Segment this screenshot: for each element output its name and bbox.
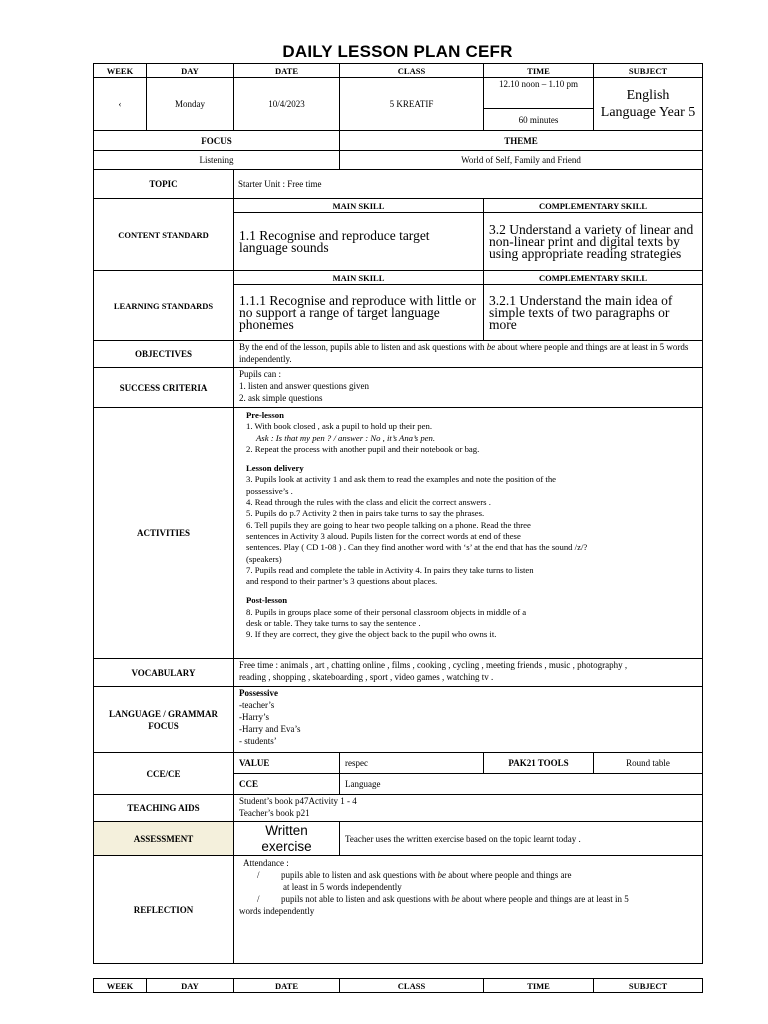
- main-skill-header: MAIN SKILL: [234, 199, 484, 213]
- complementary-skill-header: COMPLEMENTARY SKILL: [484, 199, 703, 213]
- bottom-header-row: [94, 979, 703, 993]
- assessment-label: ASSESSMENT: [94, 822, 234, 856]
- lesson-plan-table: [93, 63, 703, 964]
- content-standard-label: CONTENT STANDARD: [94, 199, 234, 271]
- bottom-header-table: [93, 978, 703, 993]
- vocabulary-line: Free time : animals , art , chatting online , films , cooking , cycling , meeting friends , music , photography ,: [239, 660, 628, 670]
- focus-label: FOCUS: [94, 131, 340, 151]
- header-week: WEEK: [94, 64, 147, 78]
- activity-ask: Ask : Is that my pen ? / answer : No , it’s Ana’s pen.: [256, 432, 436, 443]
- activity-step: 5. Pupils do p.7 Activity 2 then in pairs take turns to say the phrases.: [246, 508, 485, 519]
- bottom-header-time: TIME: [484, 979, 594, 993]
- activity-step: 9. If they are correct, they give the object back to the pupil who owns it.: [246, 629, 497, 640]
- reflection-label: REFLECTION: [94, 856, 234, 964]
- header-time: TIME: [484, 64, 594, 78]
- content-standard-complementary: 3.2 Understand a variety of linear and non-linear print and digital texts by using appropriate reading strategies: [484, 213, 703, 271]
- cce-value: Language: [340, 774, 703, 795]
- reflection-text: about where people and things are at least in 5: [459, 894, 629, 904]
- content-standard-main: 1.1 Recognise and reproduce target language sounds: [234, 213, 484, 271]
- teaching-aids-label: TEACHING AIDS: [94, 795, 234, 822]
- vocabulary-line: reading , shopping , skateboarding , sport , video games , watching tv .: [239, 672, 494, 682]
- cce-label: CCE: [234, 774, 340, 795]
- value-label: VALUE: [234, 753, 340, 774]
- activity-step: sentences. Play ( CD 1-08 ) . Can they find another word with ‘s’ at the end that has the sound /z/?: [246, 542, 588, 553]
- activity-step: 2. Repeat the process with another pupil and their notebook or bag.: [246, 443, 480, 454]
- pak21-label: PAK21 TOOLS: [484, 753, 594, 774]
- bottom-header-day: DAY: [147, 979, 234, 993]
- vocabulary-content: [234, 659, 703, 687]
- reflection-text: about where people and things are: [446, 870, 572, 880]
- info-date: 10/4/2023: [234, 78, 340, 131]
- bottom-header-week: WEEK: [94, 979, 147, 993]
- objectives-text: [234, 341, 703, 368]
- reflection-text: pupils not able to listen and ask questions with: [281, 894, 452, 904]
- pre-lesson-heading: Pre-lesson: [246, 410, 284, 420]
- main-skill-header-2: MAIN SKILL: [234, 271, 484, 285]
- teaching-aid-item: Student’s book p47Activity 1 - 4: [239, 796, 357, 806]
- reflection-mark-1: /: [257, 870, 260, 880]
- complementary-skill-header-2: COMPLEMENTARY SKILL: [484, 271, 703, 285]
- activity-step: 3. Pupils look at activity 1 and ask them to read the examples and note the position of the: [246, 474, 557, 485]
- reflection-text: at least in 5 words independently: [283, 882, 402, 892]
- reflection-text: pupils able to listen and ask questions with: [281, 870, 438, 880]
- reflection-line-2: [239, 893, 697, 905]
- info-subject: English Language Year 5: [594, 78, 703, 131]
- activity-step: 6. Tell pupils they are going to hear two people talking on a phone. Read the three: [246, 519, 531, 530]
- cce-ce-label: CCE/CE: [94, 753, 234, 795]
- learning-standards-label: LEARNING STANDARDS: [94, 271, 234, 341]
- topic-value: Starter Unit : Free time: [234, 170, 703, 199]
- objectives-emphasis: be: [486, 342, 496, 352]
- bottom-header-date: DATE: [234, 979, 340, 993]
- info-day: Monday: [147, 78, 234, 131]
- success-criteria-content: [234, 368, 703, 408]
- learning-standards-complementary: 3.2.1 Understand the main idea of simple texts of two paragraphs or more: [484, 285, 703, 341]
- value-value: respec: [340, 753, 484, 774]
- reflection-attendance: Attendance :: [243, 858, 289, 868]
- objectives-label: OBJECTIVES: [94, 341, 234, 368]
- header-date: DATE: [234, 64, 340, 78]
- theme-value: World of Self, Family and Friend: [340, 151, 703, 170]
- objectives-text-part2: about where people and things are at least in 5 words independently.: [239, 342, 689, 364]
- success-criteria-item: 1. listen and answer questions given: [239, 381, 369, 391]
- activity-step: 4. Read through the rules with the class and elicit the correct answers .: [246, 497, 491, 508]
- vocabulary-label: VOCABULARY: [94, 659, 234, 687]
- activity-step: sentences in Activity 3 aloud. Pupils listen for the correct words at end of these: [246, 530, 521, 541]
- reflection-text: words independently: [239, 906, 315, 916]
- activity-step: possessive’s .: [246, 485, 293, 496]
- teaching-aids-content: [234, 795, 703, 822]
- activity-step: 1. With book closed , ask a pupil to hold up their pen.: [246, 421, 433, 432]
- lesson-delivery-heading: Lesson delivery: [246, 463, 304, 474]
- page-title: DAILY LESSON PLAN CEFR: [282, 42, 513, 61]
- header-subject: SUBJECT: [594, 64, 703, 78]
- info-class: 5 KREATIF: [340, 78, 484, 131]
- activity-step: 8. Pupils in groups place some of their personal classroom objects in middle of a: [246, 606, 527, 617]
- reflection-content: [234, 856, 703, 964]
- reflection-mark-2: /: [257, 894, 260, 904]
- grammar-heading: Possessive: [239, 688, 278, 698]
- grammar-item: - students’: [239, 736, 277, 746]
- topic-label: TOPIC: [94, 170, 234, 199]
- grammar-item: -teacher’s: [239, 700, 275, 710]
- activity-step: and respond to their partner’s 3 questions about places.: [246, 576, 438, 587]
- activities-content: [234, 408, 703, 659]
- reflection-line-1: [239, 869, 697, 881]
- grammar-item: -Harry and Eva’s: [239, 724, 301, 734]
- grammar-content: [234, 687, 703, 753]
- assessment-method: Written exercise: [234, 822, 340, 856]
- header-row: [94, 64, 703, 78]
- teaching-aid-item: Teacher’s book p21: [239, 808, 310, 818]
- reflection-emphasis: be: [451, 894, 460, 904]
- bottom-header-class: CLASS: [340, 979, 484, 993]
- theme-label: THEME: [340, 131, 703, 151]
- header-day: DAY: [147, 64, 234, 78]
- info-time: 12.10 noon – 1.10 pm: [484, 78, 594, 109]
- post-lesson-heading: Post-lesson: [246, 595, 288, 606]
- objectives-text-part1: By the end of the lesson, pupils able to listen and ask questions with: [239, 342, 487, 352]
- activity-step: desk or table. They take turns to say the sentence .: [246, 618, 421, 629]
- pak21-value: Round table: [594, 753, 703, 774]
- grammar-label: LANGUAGE / GRAMMAR FOCUS: [94, 687, 234, 753]
- info-week: ‹: [94, 78, 147, 131]
- activity-step: 7. Pupils read and complete the table in Activity 4. In pairs they take turns to listen: [246, 564, 534, 575]
- activity-step: (speakers): [246, 553, 282, 564]
- focus-value: Listening: [94, 151, 340, 170]
- grammar-item: -Harry’s: [239, 712, 269, 722]
- bottom-header-subject: SUBJECT: [594, 979, 703, 993]
- success-criteria-intro: Pupils can :: [239, 369, 281, 379]
- reflection-emphasis: be: [437, 870, 446, 880]
- header-class: CLASS: [340, 64, 484, 78]
- learning-standards-main: 1.1.1 Recognise and reproduce with little or no support a range of target language phonemes: [234, 285, 484, 341]
- info-duration: 60 minutes: [484, 109, 594, 131]
- success-criteria-item: 2. ask simple questions: [239, 393, 323, 403]
- activities-label: ACTIVITIES: [94, 408, 234, 659]
- assessment-text: Teacher uses the written exercise based on the topic learnt today .: [340, 822, 703, 856]
- success-criteria-label: SUCCESS CRITERIA: [94, 368, 234, 408]
